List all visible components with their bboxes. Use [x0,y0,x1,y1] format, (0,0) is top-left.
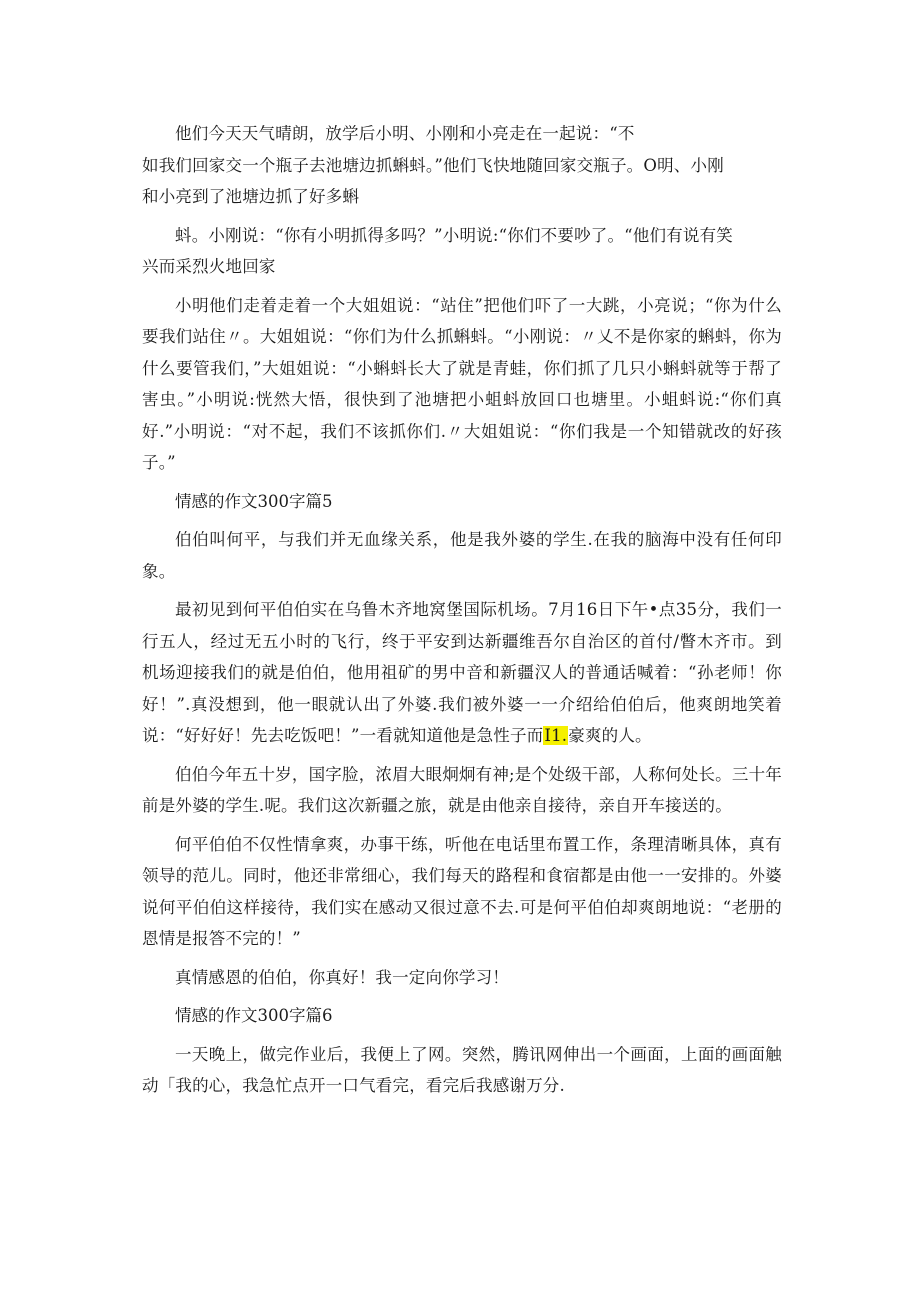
paragraph-5b [142,594,782,752]
section-heading-6: 情感的作文300字篇6 [175,1006,333,1025]
document-body [142,118,782,1109]
paragraph-1-line-1: 他们今天天气晴朗，放学后小明、小刚和小亮走在一起说：“不 [175,124,635,143]
paragraph-5d: 何平伯伯不仅性情拿爽，办事干练，听他在电话里布置工作，条理清晰具体，真有领导的范儿。同时，他还非常细心，我们每天的路程和食宿都是由他一一安排的。外婆说何平伯伯这样接待，我们实在感动又很过意不去.可是何平伯伯却爽朗地说：“老册的恩情是报答不完的！” [142,834,782,948]
paragraph-3: 小明他们走着走着一个大姐姐说：“站住”把他们吓了一大跳，小亮说；“你为什么要我们站住〃。大姐姐说：“你们为什么抓蝌蚪。“小刚说：〃乂不是你家的蝌蚪，你为什么要管我们，”大姐姐说：“小蝌蚪长大了就是青蛙，你们抓了几只小蝌蚪就等于帮了害虫。”小明说:恍然大悟，很快到了池塘把小蛆蚪放回口也塘里。小蛆蚪说:“你们真好.”小明说：“对不起，我们不该抓你们.〃大姐姐说：“你们我是一个知错就改的好孩子。” [142,295,782,472]
paragraph-5a: 伯伯叫何平，与我们并无血缘关系，他是我外婆的学生.在我的脑海中没有任何印象。 [142,530,782,581]
paragraph-2 [142,220,782,283]
paragraph-1-line-3: 和小亮到了池塘边抓了好多蝌 [142,187,360,206]
paragraph-2-line-2: 兴而采烈火地回家 [142,257,276,276]
paragraph-5e: 真情感恩的伯伯，你真好！我一定向你学习！ [175,967,509,987]
paragraph-1 [142,118,782,213]
paragraph-6a: 一天晚上，做完作业后，我便上了网。突然，腾讯网伸出一个画面，上面的画面触动「我的心，我急忙点开一口气看完，看完后我感谢万分. [142,1044,782,1095]
paragraph-5c: 伯伯今年五十岁，国字脸，浓眉大眼炯炯有神;是个处级干部，人称何处长。三十年前是外婆的学生.呢。我们这次新疆之旅，就是由他亲自接待，亲自开车接送的。 [142,764,782,815]
paragraph-5b-text: 最初见到何平伯伯实在乌鲁木齐地窝堡国际机场。7月16日下午•点35分，我们一行五人，经过无五小时的飞行，终于平安到达新疆维吾尔自治区的首付/瞥木齐市。到机场迎接我们的就是伯伯，他用祖矿的男中音和新疆汉人的普通话喊着：“孙老师！你好！”.真没想到，他一眼就认出了外婆.我们被外婆一一介绍给伯伯后，他爽朗地笑着说：“好好好！先去吃饭吧！”一看就知道他是急性子而 [142,600,782,745]
section-heading-5: 情感的作文300字篇5 [175,491,333,511]
paragraph-2-line-1: 蚪。小刚说：“你有小明抓得多吗？”小明说:“你们不要吵了。“他们有说有笑 [175,225,734,245]
highlighted-text: I1. [544,726,568,745]
paragraph-1-line-2: 如我们回家交一个瓶子去池塘边抓蝌蚪。”他们飞快地随回家交瓶子。O明、小刚 [142,155,724,175]
paragraph-5b-text-end: 豪爽的人。 [568,726,652,745]
